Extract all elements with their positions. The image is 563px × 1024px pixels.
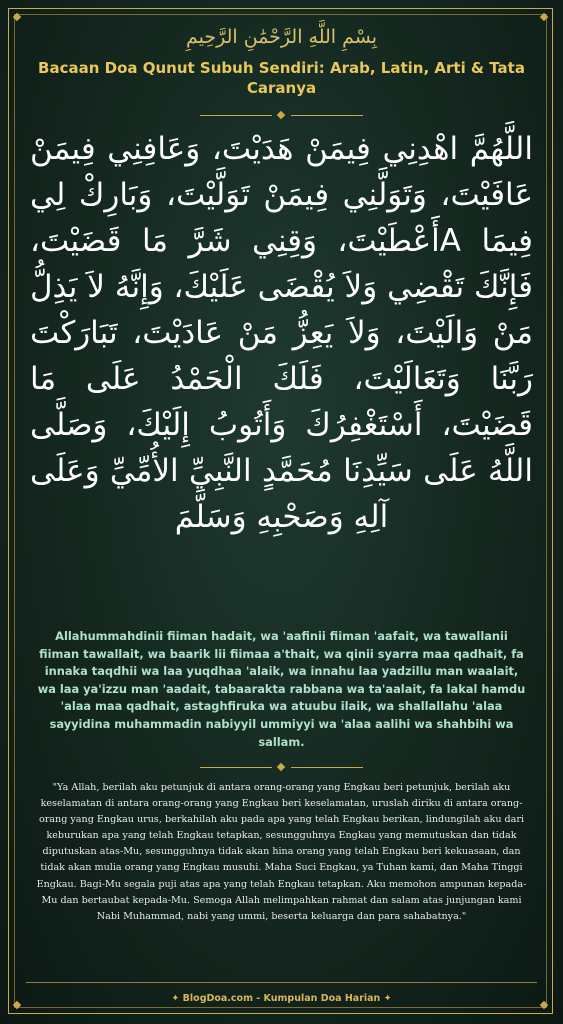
divider-line bbox=[291, 115, 363, 116]
divider-line bbox=[291, 767, 363, 768]
doa-arabic-text: اللَّهُمَّ اهْدِنِي فِيمَنْ هَدَيْتَ، وَعَافِنِي فِيمَنْ عَافَيْتَ، وَتَوَلَّنِي فِيمَنْ تَوَلَّيْتَ، وَبَارِكْ لِي فِيمَا Aأَعْطَيْتَ، وَقِنِي شَرَّ مَا قَضَيْتَ، فَإِنَّكَ تَقْضِي وَلاَ يُقْضَى عَلَيْكَ، وَإِنَّهُ لاَ يَذِلُّ مَنْ وَالَيْتَ، وَلاَ يَعِزُّ مَنْ عَادَيْتَ، تَبَارَكْتَ رَبَّنَا وَتَعَالَيْتَ، فَلَكَ الْحَمْدُ عَلَى مَا قَضَيْتَ، أَسْتَغْفِرُكَ وَأَتُوبُ إِلَيْكَ، وَصَلَّى اللَّهُ عَلَى سَيِّدِنَا مُحَمَّدٍ النَّبِيِّ الأُمِّيِّ وَعَلَى آلِهِ وَصَحْبِهِ وَسَلَّمَ bbox=[30, 131, 533, 535]
footer-divider bbox=[26, 982, 537, 983]
doa-latin-text: Allahummahdinii fiiman hadait, wa 'aafinii fiiman 'aafait, wa tawallanii fiiman tawallait, wa baarik lii fiimaa a'thait, wa qinii syarra maa qadhait, fa innaka taqdhii wa laa yuqdhaa 'alaik, wa innahu laa yadzillu man waalait, wa laa ya'izzu man 'aadait, tabaarakta rabbana wa ta'aalait, fa lakal hamdu 'alaa maa qadhait, astaghfiruka wa atuubu ilaik, wa shallallahu 'alaa sayyidina muhammadin nabiyyil ummiyyi wa 'alaa aalihi wa shahbihi wa sallam. bbox=[37, 629, 526, 749]
page-title: Bacaan Doa Qunut Subuh Sendiri: Arab, Latin, Arti & Tata Caranya bbox=[38, 59, 525, 97]
title-divider bbox=[0, 110, 563, 122]
diamond-icon bbox=[277, 763, 285, 771]
latin-divider bbox=[0, 762, 563, 774]
doa-translation-text: "Ya Allah, berilah aku petunjuk di antara orang-orang yang Engkau beri petunjuk, berilah aku keselamatan di antara orang-orang yang Engkau beri keselamatan, uruslah diriku di antara orang-orang yang Engkau urus, berkahilah aku pada apa yang telah Engkau berikan, lindungilah aku dari keburukan apa yang telah Engkau tetapkan, sesungguhnya Engkau yang memutuskan dan tidak diputuskan atas-Mu, sesungguhnya tidak akan hina orang yang telah Engkau beri kekuasaan, dan tidak akan mulia orang yang Engkau musuhi. Maha Suci Engkau, ya Tuhan kami, dan Maha Tinggi Engkau. Bagi-Mu segala puji atas apa yang telah Engkau tetapkan. Aku memohon ampunan kepada-Mu dan bertaubat kepada-Mu. Semoga Allah melimpahkan rahmat dan salam atas junjungan kami Nabi Muhammad, nabi yang ummi, beserta keluarga dan para sahabatnya." bbox=[36, 782, 527, 922]
divider-line bbox=[200, 115, 272, 116]
diamond-icon bbox=[277, 111, 285, 119]
footer-credit: ✦ BlogDoa.com - Kumpulan Doa Harian ✦ bbox=[171, 993, 392, 1004]
bismillah-heading: بِسْمِ اللَّهِ الرَّحْمَٰنِ الرَّحِيمِ bbox=[186, 26, 377, 48]
divider-line bbox=[200, 767, 272, 768]
